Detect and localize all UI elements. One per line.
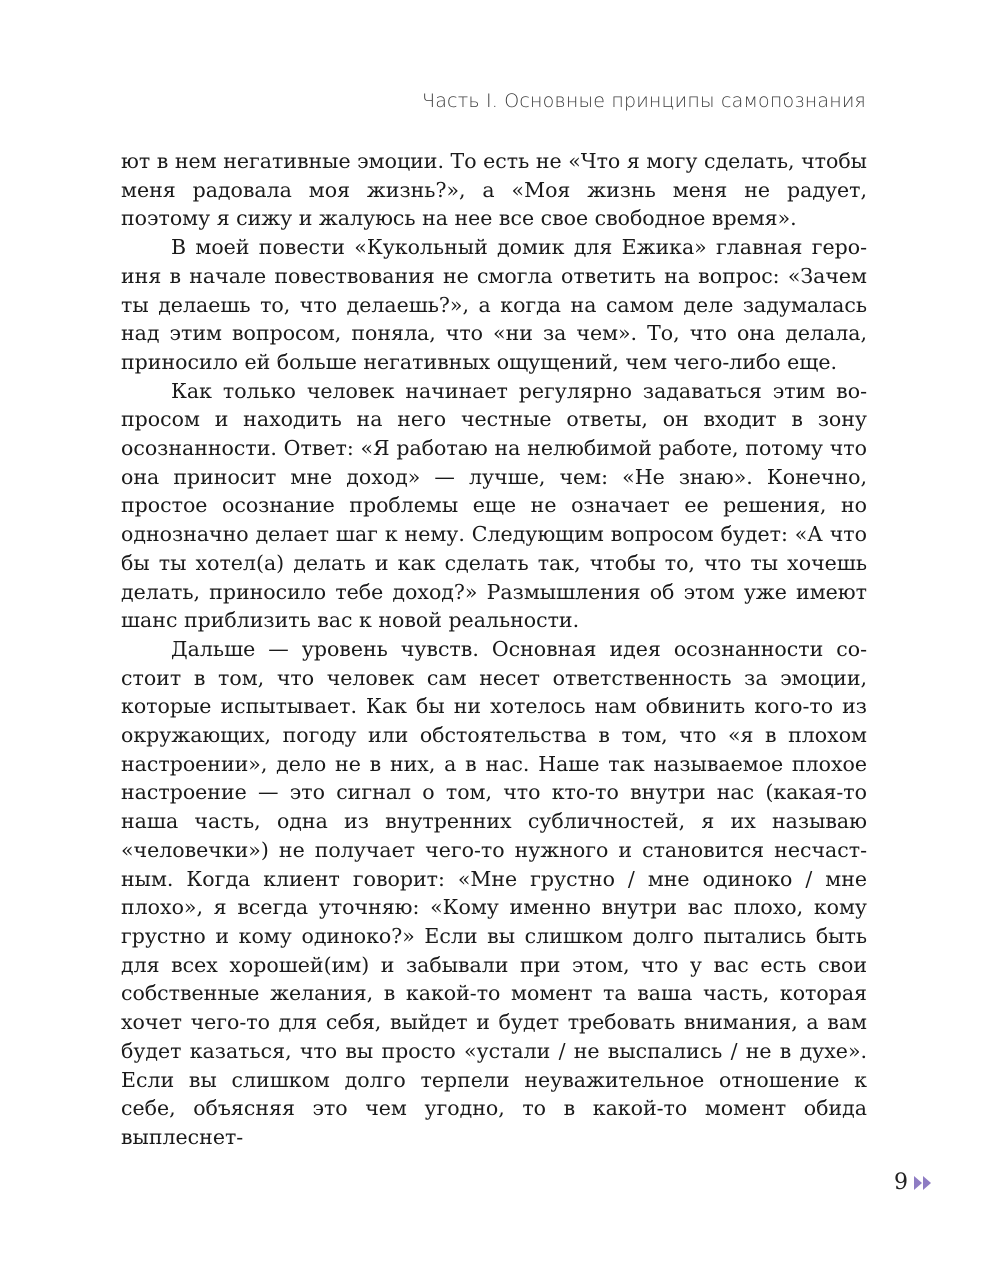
paragraph-1: ют в нем негативные эмоции. То есть не «Что я могу сделать, чтобы меня радовала моя жизнь?», а «Моя жизнь меня не радует, поэтому я сижу и жалуюсь на нее все свое свободное время». xyxy=(121,149,867,231)
body-text xyxy=(121,147,867,1152)
chevron-2 xyxy=(923,1176,931,1190)
running-header: Часть I. Основные принципы самопознания xyxy=(421,90,866,112)
double-chevron-right-icon-svg xyxy=(914,1176,932,1190)
paragraph-2: В моей повести «Кукольный домик для Ежика» главная героиня в начале повествования не смогла ответить на вопрос: «Зачем ты делаешь то, что делаешь?», а когда на самом деле задумалась над этим вопросом, поняла, что «ни за чем». То, что она делала, приносило ей больше негативных ощущений, чем чего-либо еще. xyxy=(121,235,867,374)
paragraph-4: Дальше — уровень чувств. Основная идея осознанности состоит в том, что человек сам несет ответственность за эмоции, которые испытывает. Как бы ни хотелось нам обвинить кого-то из окружающих, погоду или обстоятельства в том, что «я в плохом настроении», дело не в них, а в нас. Наше так называемое плохое настроение — это сигнал о том, что кто-то внутри нас (какая-то наша часть, одна из внутренних субличностей, я их называю «человечки») не получает чего-то нужного и становится несчастным. Когда клиент говорит: «Мне грустно / мне одиноко / мне плохо», я всегда уточняю: «Кому именно внутри вас плохо, кому грустно и кому одиноко?» Если вы слишком долго пытались быть для всех хорошей(им) и забывали при этом, что у вас есть свои собственные желания, в какой-то момент та ваша часть, которая хочет чего-то для себя, выйдет и будет требовать внимания, а вам будет казаться, что вы просто «устали / не выспались / не в духе». Если вы слишком долго терпели неуважительное отношение к себе, объясняя это чем угодно, то в какой-то момент обида выплеснет- xyxy=(121,636,867,1149)
page-footer xyxy=(894,1170,932,1195)
page-number: 9 xyxy=(894,1170,908,1195)
double-chevron-right-icon xyxy=(914,1176,932,1190)
chevron-1 xyxy=(914,1176,922,1190)
paragraph-3: Как только человек начинает регулярно задаваться этим вопросом и находить на него честные ответы, он входит в зону осознанности. Ответ: «Я работаю на нелюбимой работе, потому что она приносит мне доход» — лучше, чем: «Не знаю». Конечно, простое осознание проблемы еще не означает ее решения, но однозначно делает шаг к нему. Следующим вопросом будет: «А что бы ты хотел(а) делать и как сделать так, чтобы то, что ты хочешь делать, приносило тебе доход?» Размышления об этом уже имеют шанс приблизить вас к новой реальности. xyxy=(121,378,867,633)
